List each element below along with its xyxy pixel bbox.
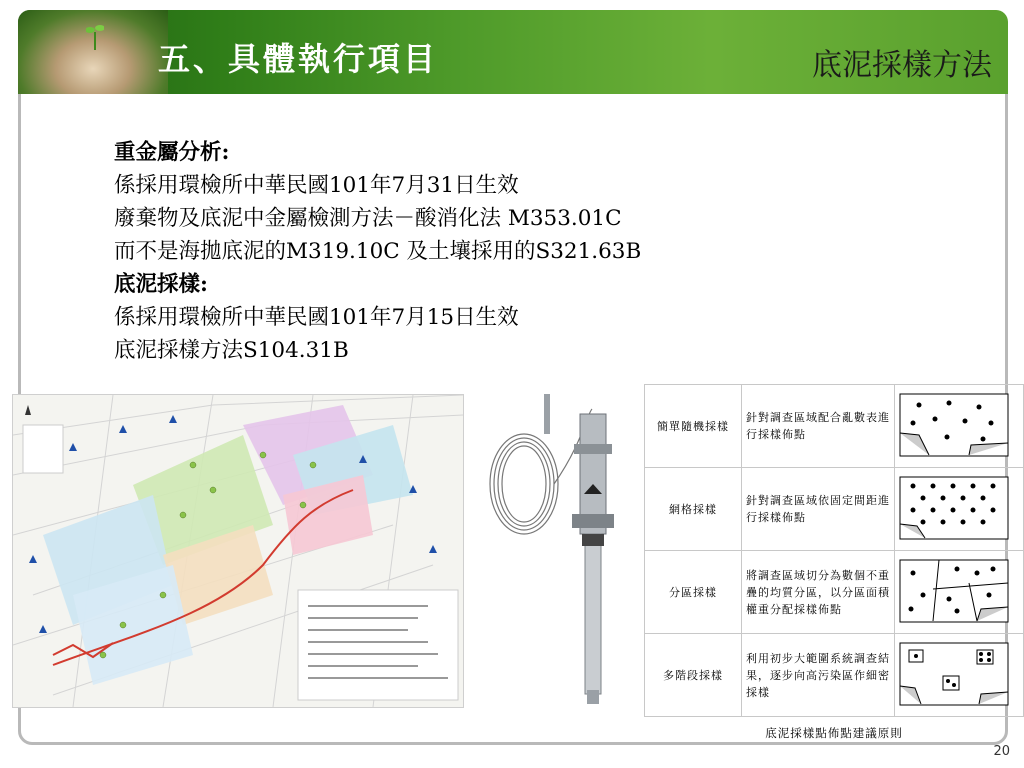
main-text <box>114 136 814 367</box>
method-description: 針對調查區域配合亂數表進行採樣佈點 <box>742 385 895 468</box>
method-name: 網格採樣 <box>645 468 742 551</box>
header-banner <box>18 10 1008 94</box>
text-line-2: 廢棄物及底泥中金屬檢測方法－酸消化法 M353.01C <box>114 206 622 231</box>
page-title: 五、具體執行項目 <box>158 40 439 78</box>
method-name: 多階段採樣 <box>645 634 742 717</box>
section-title: 底泥採樣方法 <box>812 48 992 83</box>
sprout-icon <box>86 20 104 50</box>
method-diagram-grid <box>895 468 1024 551</box>
sampling-methods-figure <box>644 384 1024 740</box>
text-line-1: 係採用環檢所中華民國101年7月31日生效 <box>114 173 519 198</box>
table-row <box>645 634 1024 717</box>
heading-metals: 重金屬分析: <box>114 140 230 165</box>
method-diagram-stratified <box>895 551 1024 634</box>
method-name: 簡單隨機採樣 <box>645 385 742 468</box>
text-line-3: 而不是海拋底泥的M319.10C 及土壤採用的S321.63B <box>114 239 642 264</box>
method-diagram-multistage <box>895 634 1024 717</box>
page-number: 20 <box>993 744 1010 759</box>
table-row <box>645 468 1024 551</box>
method-diagram-random <box>895 385 1024 468</box>
table-row <box>645 385 1024 468</box>
method-name: 分區採樣 <box>645 551 742 634</box>
methods-caption: 底泥採樣點佈點建議原則 <box>765 726 903 740</box>
site-map-image <box>12 394 464 708</box>
banner-photo-hands-sprout <box>18 10 168 94</box>
text-line-5: 底泥採樣方法S104.31B <box>114 338 349 363</box>
heading-sampling: 底泥採樣: <box>114 272 208 297</box>
sampling-methods-table <box>644 384 1024 717</box>
method-description: 利用初步大範圍系統調查結果，逐步向高污染區作細密採樣 <box>742 634 895 717</box>
table-row <box>645 551 1024 634</box>
text-line-4: 係採用環檢所中華民國101年7月15日生效 <box>114 305 519 330</box>
sediment-sampler-photo <box>472 384 642 720</box>
site-map-graphic <box>13 395 463 707</box>
sediment-sampler-graphic <box>472 384 642 720</box>
method-description: 針對調查區域依固定間距進行採樣佈點 <box>742 468 895 551</box>
method-description: 將調查區域切分為數個不重疊的均質分區，以分區面積權重分配採樣佈點 <box>742 551 895 634</box>
